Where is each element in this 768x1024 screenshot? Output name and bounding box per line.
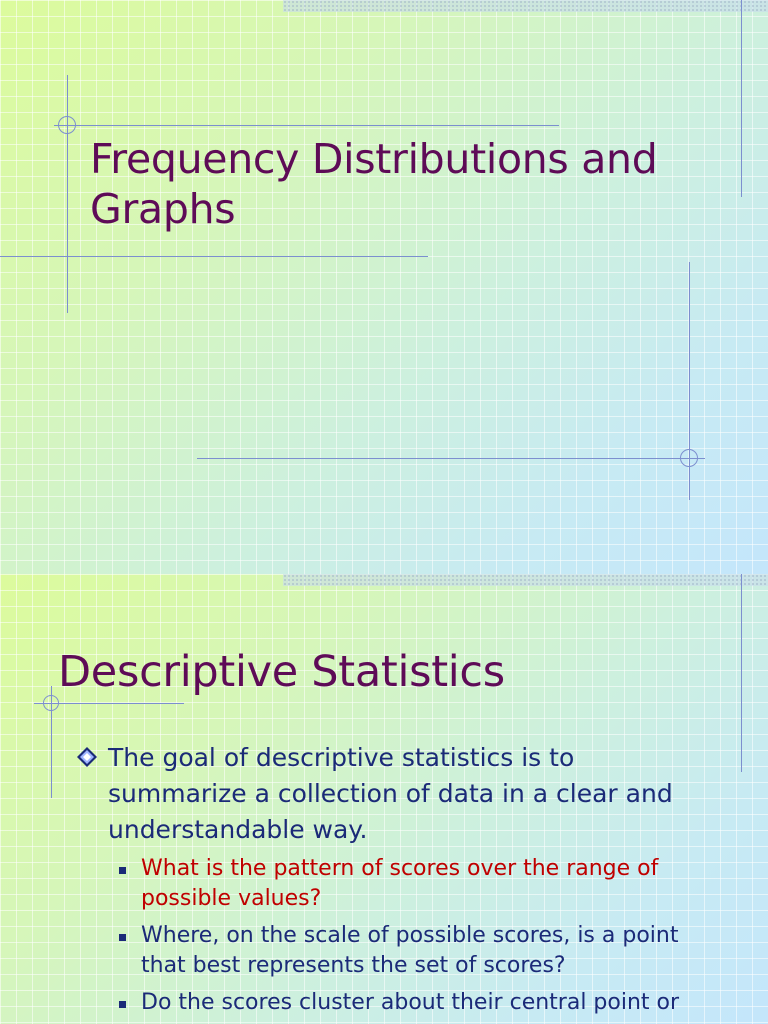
square-bullet-icon <box>119 934 126 941</box>
decor-horizontal-line <box>197 458 705 459</box>
square-bullet-icon <box>119 867 126 874</box>
dotted-top-band <box>283 0 768 12</box>
main-bullet <box>76 740 716 848</box>
sub-bullet-list <box>117 854 717 1024</box>
sub-bullet-item <box>117 988 717 1018</box>
decor-ring <box>680 449 698 467</box>
decor-ring <box>43 695 59 711</box>
decor-vertical-line <box>741 0 742 197</box>
decor-ring <box>58 116 76 134</box>
slide-descriptive-statistics <box>0 574 768 1024</box>
slide-heading: Descriptive Statistics <box>58 647 505 697</box>
dotted-top-band <box>283 574 768 586</box>
sub-bullet-item <box>117 854 717 914</box>
diamond-bullet-icon <box>76 746 98 768</box>
sub-bullet-item <box>117 921 717 981</box>
sub-bullet-text: Where, on the scale of possible scores, is a point that best represents the set of scores? <box>141 923 679 978</box>
sub-bullet-text: What is the pattern of scores over the range of possible values? <box>141 856 659 911</box>
square-bullet-icon <box>119 1001 126 1008</box>
main-bullet-text: The goal of descriptive statistics is to summarize a collection of data in a clear and understandable way. <box>108 743 673 844</box>
decor-vertical-line <box>741 574 742 772</box>
slide-title-heading: Frequency Distributions and Graphs <box>90 135 658 233</box>
sub-bullet-text: Do the scores cluster about their central point or <box>141 990 680 1015</box>
decor-vertical-line <box>67 75 68 313</box>
decor-horizontal-line <box>54 125 559 126</box>
decor-horizontal-line <box>0 256 428 257</box>
